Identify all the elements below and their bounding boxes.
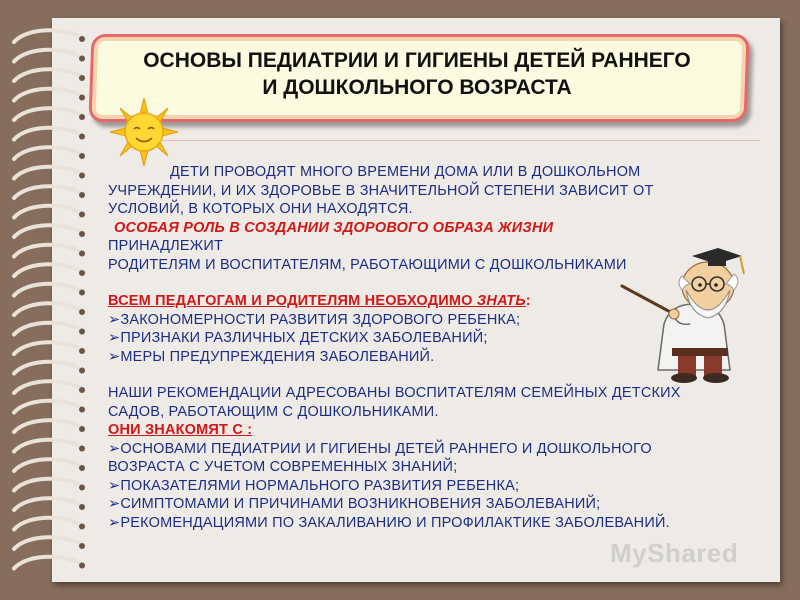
list-item-continuation: ВОЗРАСТА С УЧЕТОМ СОВРЕМЕННЫХ ЗНАНИЙ; [108,459,458,475]
spiral-ring [14,420,82,432]
spiral-ring [14,537,82,549]
bullet-arrow-icon: ➢ [108,348,121,365]
bullet-arrow-icon: ➢ [108,440,121,457]
spiral-ring [14,245,82,257]
spiral-hole [79,485,85,491]
bullet-arrow-icon: ➢ [108,477,121,494]
spiral-ring [14,30,82,42]
spiral-hole [79,309,85,315]
spiral-ring [14,89,82,101]
spiral-hole [79,153,85,159]
spiral-hole [79,251,85,257]
spiral-hole [79,504,85,510]
bullet-arrow-icon: ➢ [108,514,121,531]
list-item: ➢СИМПТОМАМИ И ПРИЧИНАМИ ВОЗНИКНОВЕНИЯ ЗАБОЛЕВАНИЙ; [108,496,601,512]
spiral-ring [14,147,82,159]
recommendations-line-1: НАШИ РЕКОМЕНДАЦИИ АДРЕСОВАНЫ ВОСПИТАТЕЛЯМ СЕМЕЙНЫХ ДЕТСКИХ [108,385,681,401]
spiral-hole [79,231,85,237]
divider-line [160,140,760,141]
spiral-ring [14,303,82,315]
spiral-hole [79,446,85,452]
must-know-heading: ВСЕМ ПЕДАГОГАМ И РОДИТЕЛЯМ НЕОБХОДИМО ЗНАТЬ: [108,293,531,309]
spiral-ring [14,557,82,569]
list-item: ➢ЗАКОНОМЕРНОСТИ РАЗВИТИЯ ЗДОРОВОГО РЕБЕНКА; [108,311,521,328]
spiral-hole [79,348,85,354]
spiral-hole [79,95,85,101]
spiral-ring [14,284,82,296]
list-item: ➢МЕРЫ ПРЕДУПРЕЖДЕНИЯ ЗАБОЛЕВАНИЙ. [108,348,435,365]
spiral-hole [79,56,85,62]
bullet-arrow-icon: ➢ [108,330,121,346]
title-line-1: ОСНОВЫ ПЕДИАТРИИ И ГИГИЕНЫ ДЕТЕЙ РАННЕГО [143,49,691,72]
intro-line-3: УСЛОВИЙ, В КОТОРЫХ ОНИ НАХОДЯТСЯ. [108,201,413,217]
recommendations-line-2: САДОВ, РАБОТАЮЩИМ С ДОШКОЛЬНИКАМИ. [108,403,439,420]
title-line-2: И ДОШКОЛЬНОГО ВОЗРАСТА [262,76,572,99]
spiral-hole [79,329,85,335]
spiral-ring [14,381,82,393]
spiral-hole [79,426,85,432]
spiral-hole [79,543,85,549]
spiral-ring [14,225,82,237]
bullet-arrow-icon: ➢ [108,496,121,512]
spiral-hole [79,192,85,198]
spiral-hole [79,407,85,413]
intro-line-1: ДЕТИ ПРОВОДЯТ МНОГО ВРЕМЕНИ ДОМА ИЛИ В ДОШКОЛЬНОМ [170,164,641,180]
sun-icon [108,96,180,168]
list-item: ➢ОСНОВАМИ ПЕДИАТРИИ И ГИГИЕНЫ ДЕТЕЙ РАННЕГО И ДОШКОЛЬНОГО [108,440,652,457]
spiral-ring [14,459,82,471]
spiral-ring [14,342,82,354]
professor-illustration [616,244,766,384]
spiral-ring [14,69,82,81]
intro-line-2: УЧРЕЖДЕНИИ, И ИХ ЗДОРОВЬЕ В ЗНАЧИТЕЛЬНОЙ СТЕПЕНИ ЗАВИСИТ ОТ [108,182,654,199]
spiral-hole [79,114,85,120]
spiral-hole [79,173,85,179]
spiral-ring [14,401,82,413]
spiral-hole [79,563,85,569]
spiral-ring [14,264,82,276]
spiral-ring [14,498,82,510]
spiral-binding [8,18,88,588]
spiral-hole [79,75,85,81]
special-role-line-3: РОДИТЕЛЯМ И ВОСПИТАТЕЛЯМ, РАБОТАЮЩИМИ С ДОШКОЛЬНИКАМИ [108,256,627,273]
spiral-ring [14,167,82,179]
spiral-ring [14,108,82,120]
spiral-ring [14,206,82,218]
list-item: ➢ПРИЗНАКИ РАЗЛИЧНЫХ ДЕТСКИХ ЗАБОЛЕВАНИЙ; [108,330,488,346]
spiral-ring [14,323,82,335]
watermark: MyShared [610,538,739,568]
list-item: ➢РЕКОМЕНДАЦИЯМИ ПО ЗАКАЛИВАНИЮ И ПРОФИЛАКТИКЕ ЗАБОЛЕВАНИЙ. [108,514,670,531]
special-role-line-2: ПРИНАДЛЕЖИТ [108,238,224,254]
special-role-highlight: ОСОБАЯ РОЛЬ В СОЗДАНИИ ЗДОРОВОГО ОБРАЗА ЖИЗНИ [114,219,554,236]
spiral-ring [14,186,82,198]
spiral-hole [79,212,85,218]
spiral-hole [79,368,85,374]
spiral-hole [79,290,85,296]
bullet-arrow-icon: ➢ [108,311,121,328]
spiral-ring [14,362,82,374]
spiral-hole [79,134,85,140]
list-item: ➢ПОКАЗАТЕЛЯМИ НОРМАЛЬНОГО РАЗВИТИЯ РЕБЕНКА; [108,477,520,494]
spiral-hole [79,465,85,471]
page-title [92,47,742,101]
spiral-hole [79,387,85,393]
spiral-hole [79,524,85,530]
spiral-hole [79,270,85,276]
spiral-hole [79,36,85,42]
recommendations-heading: ОНИ ЗНАКОМЯТ С : [108,422,253,438]
spiral-ring [14,479,82,491]
spiral-ring [14,440,82,452]
spiral-ring [14,128,82,140]
spiral-ring [14,518,82,530]
spiral-ring [14,50,82,62]
